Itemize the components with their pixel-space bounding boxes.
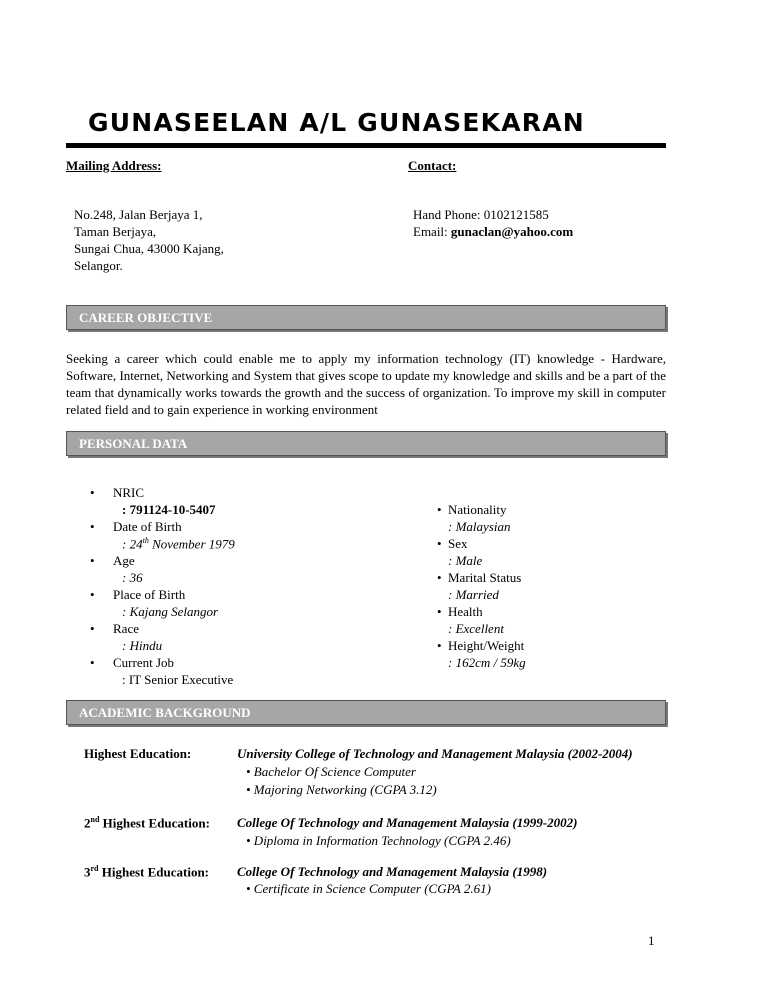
address-line: Taman Berjaya,	[74, 224, 157, 239]
race-label: Race	[113, 621, 139, 636]
marital-value: : Married	[448, 587, 499, 602]
section-bar-career	[66, 305, 666, 330]
bullet-icon: •	[90, 485, 95, 500]
nric-label: NRIC	[113, 485, 145, 500]
edu-rank-suffix: nd	[90, 815, 100, 824]
page-number: 1	[648, 933, 655, 948]
height-weight-label: Height/Weight	[448, 638, 525, 653]
nationality-value: : Malaysian	[448, 519, 511, 534]
job-value: : IT Senior Executive	[122, 672, 234, 687]
marital-label: Marital Status	[448, 570, 522, 585]
age-value: : 36	[122, 570, 143, 585]
section-title-academic: ACADEMIC BACKGROUND	[79, 705, 251, 720]
bullet-icon: •	[90, 519, 95, 534]
dob-day: : 24	[122, 536, 143, 552]
edu-rank-num: 3	[84, 864, 91, 880]
address-line: No.248, Jalan Berjaya 1,	[74, 207, 203, 222]
contact-label: Contact:	[408, 158, 457, 173]
edu-item: • Diploma in Information Technology (CGPA 2.46)	[246, 833, 511, 848]
phone-text: Hand Phone: 0102121585	[413, 207, 549, 222]
bullet-icon: •	[437, 502, 442, 517]
bullet-icon: •	[437, 604, 442, 619]
mailing-address-label: Mailing Address:	[66, 158, 162, 173]
edu-item: • Certificate in Science Computer (CGPA 2.61)	[246, 881, 491, 896]
header-rule	[66, 143, 666, 148]
race-value: : Hindu	[122, 638, 163, 653]
dob-month-year: November 1979	[148, 536, 235, 552]
sex-value: : Male	[448, 553, 483, 568]
dob-label: Date of Birth	[113, 519, 182, 534]
bullet-icon: •	[437, 638, 442, 653]
dob-suffix: th	[142, 536, 149, 545]
edu-item: • Bachelor Of Science Computer	[246, 764, 416, 779]
edu-rank-text: Highest Education:	[99, 815, 210, 831]
edu-rank-text: Highest Education:	[98, 864, 210, 880]
health-value: : Excellent	[448, 621, 504, 636]
address-block	[74, 206, 224, 274]
dob-value	[122, 536, 235, 552]
edu-label-highest: Highest Education:	[84, 746, 192, 761]
pob-label: Place of Birth	[113, 587, 186, 602]
section-title-career: CAREER OBJECTIVE	[79, 310, 213, 325]
age-label: Age	[113, 553, 135, 568]
email-link[interactable]: gunaclan@yahoo.com	[450, 224, 574, 239]
edu-title-highest: University College of Technology and Management Malaysia (2002-2004)	[237, 746, 633, 761]
bullet-icon: •	[90, 587, 95, 602]
pob-value: : Kajang Selangor	[122, 604, 219, 619]
nric-value: : 791124-10-5407	[122, 502, 216, 517]
edu-rank-num: 2	[84, 815, 91, 831]
bullet-icon: •	[90, 553, 95, 568]
bullet-icon: •	[90, 655, 95, 670]
email-label: Email:	[413, 224, 451, 239]
edu-item: • Majoring Networking (CGPA 3.12)	[246, 782, 437, 797]
bullet-icon: •	[437, 536, 442, 551]
address-line: Sungai Chua, 43000 Kajang,	[74, 241, 224, 256]
sex-label: Sex	[448, 536, 468, 551]
height-weight-value: : 162cm / 59kg	[448, 655, 526, 670]
edu-title-third: College Of Technology and Management Malaysia (1998)	[237, 864, 548, 879]
resume-name: GUNASEELAN A/L GUNASEKARAN	[88, 108, 585, 137]
section-bar-academic	[66, 700, 666, 725]
health-label: Health	[448, 604, 483, 619]
contact-block	[413, 206, 573, 240]
edu-rank-suffix: rd	[90, 864, 99, 873]
section-title-personal: PERSONAL DATA	[79, 436, 188, 451]
edu-label-second	[84, 815, 210, 831]
bullet-icon: •	[437, 570, 442, 585]
email-line	[413, 223, 573, 240]
bullet-icon: •	[90, 621, 95, 636]
address-line: Selangor.	[74, 258, 123, 273]
section-bar-personal	[66, 431, 666, 456]
edu-title-second: College Of Technology and Management Malaysia (1999-2002)	[237, 815, 578, 830]
job-label: Current Job	[113, 655, 175, 670]
edu-label-third	[84, 864, 209, 880]
career-objective-text: Seeking a career which could enable me to apply my information technology (IT) knowledge - Hardware, Software, Internet, Networking and System that gives scope to update my knowledge and skills and be a part of the team that dynamically works towards the growth and the success of organization. To improve my skill in computer related field and to gain experience in working environment	[66, 351, 666, 417]
nationality-label: Nationality	[448, 502, 507, 517]
